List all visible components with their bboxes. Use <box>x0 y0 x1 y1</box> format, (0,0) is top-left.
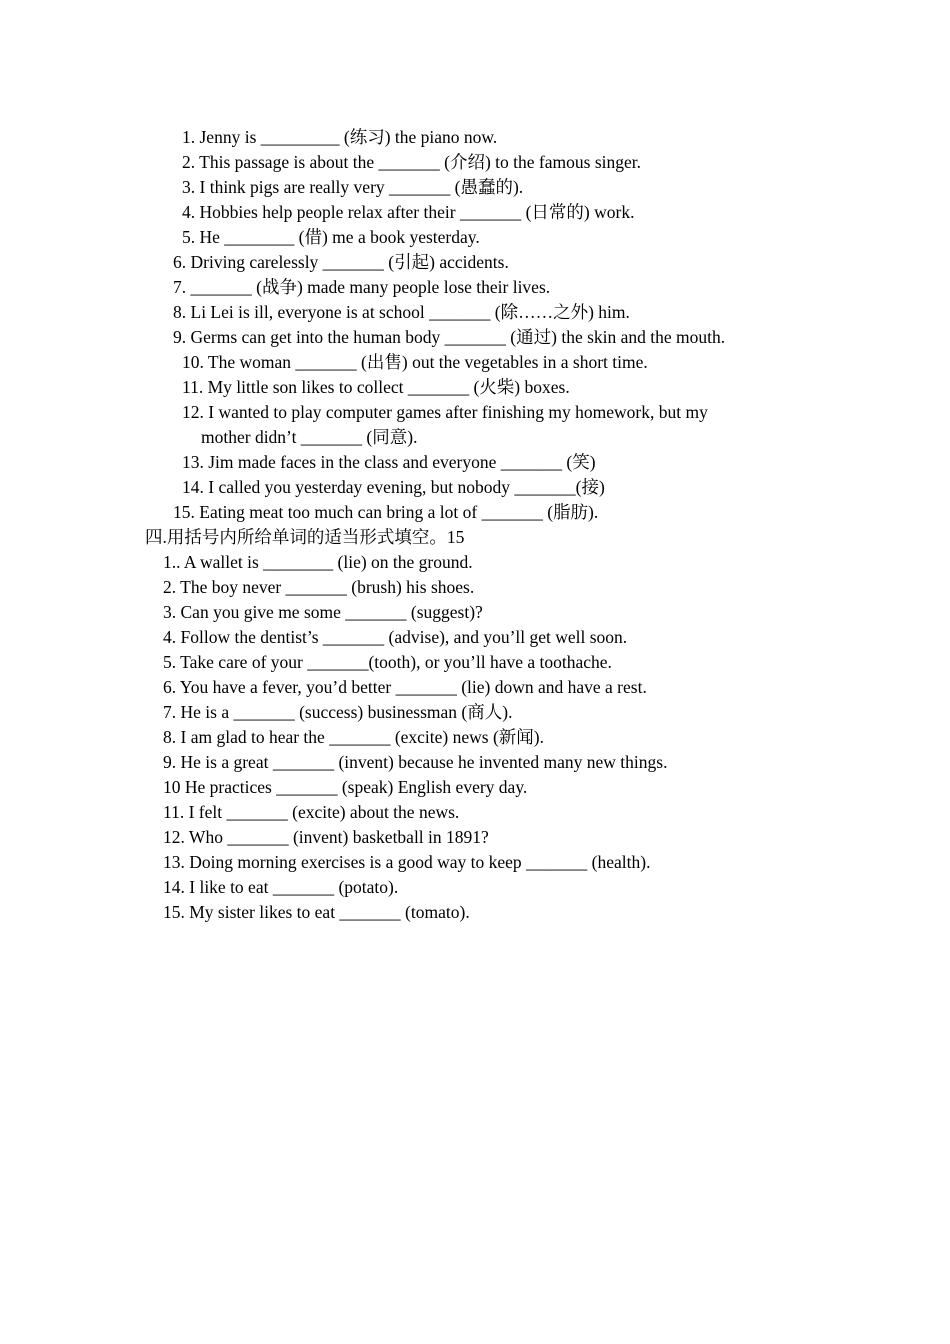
s3-item-2: 2. This passage is about the _______ (介绍) to the famous singer. <box>182 152 641 172</box>
s4-item-4: 4. Follow the dentist’s _______ (advise), and you’ll get well soon. <box>163 627 628 647</box>
s3-item-8: 8. Li Lei is ill, everyone is at school _______ (除……之外) him. <box>173 302 630 322</box>
s4-item-8: 8. I am glad to hear the _______ (excite) news (新闻). <box>163 727 544 747</box>
s4-item-10: 10 He practices _______ (speak) English every day. <box>163 777 528 797</box>
s4-item-2: 2. The boy never _______ (brush) his shoes. <box>163 577 475 597</box>
s3-item-13: 13. Jim made faces in the class and everyone _______ (笑) <box>182 452 596 472</box>
s4-item-9: 9. He is a great _______ (invent) because he invented many new things. <box>163 752 668 772</box>
s3-item-4: 4. Hobbies help people relax after their _______ (日常的) work. <box>182 202 635 222</box>
section4-heading: 四.用括号内所给单词的适当形式填空。15 <box>145 527 465 547</box>
s4-item-7: 7. He is a _______ (success) businessman (商人). <box>163 702 513 722</box>
s4-item-1: 1.. A wallet is ________ (lie) on the ground. <box>163 552 473 572</box>
s3-item-14: 14. I called you yesterday evening, but nobody _______(接) <box>182 477 605 497</box>
s3-item-12-cont: mother didn’t _______ (同意). <box>201 427 418 447</box>
s4-item-6: 6. You have a fever, you’d better _______ (lie) down and have a rest. <box>163 677 647 697</box>
s4-item-11: 11. I felt _______ (excite) about the news. <box>163 802 460 822</box>
s3-item-9: 9. Germs can get into the human body _______ (通过) the skin and the mouth. <box>173 327 726 347</box>
s4-item-13: 13. Doing morning exercises is a good way to keep _______ (health). <box>163 852 651 872</box>
s4-item-3: 3. Can you give me some _______ (suggest)? <box>163 602 483 622</box>
s3-item-6: 6. Driving carelessly _______ (引起) accidents. <box>173 252 509 272</box>
s3-item-3: 3. I think pigs are really very _______ (愚蠢的). <box>182 177 524 197</box>
s3-item-11: 11. My little son likes to collect _______ (火柴) boxes. <box>182 377 570 397</box>
s3-item-1: 1. Jenny is _________ (练习) the piano now. <box>182 127 498 147</box>
s3-item-15: 15. Eating meat too much can bring a lot of _______ (脂肪). <box>173 502 599 522</box>
s3-item-12: 12. I wanted to play computer games after finishing my homework, but my <box>182 402 708 422</box>
s3-item-7: 7. _______ (战争) made many people lose their lives. <box>173 277 551 297</box>
s3-item-10: 10. The woman _______ (出售) out the vegetables in a short time. <box>182 352 648 372</box>
s4-item-15: 15. My sister likes to eat _______ (tomato). <box>163 902 470 922</box>
s4-item-5: 5. Take care of your _______(tooth), or you’ll have a toothache. <box>163 652 612 672</box>
s3-item-5: 5. He ________ (借) me a book yesterday. <box>182 227 480 247</box>
s4-item-12: 12. Who _______ (invent) basketball in 1891? <box>163 827 489 847</box>
s4-item-14: 14. I like to eat _______ (potato). <box>163 877 399 897</box>
